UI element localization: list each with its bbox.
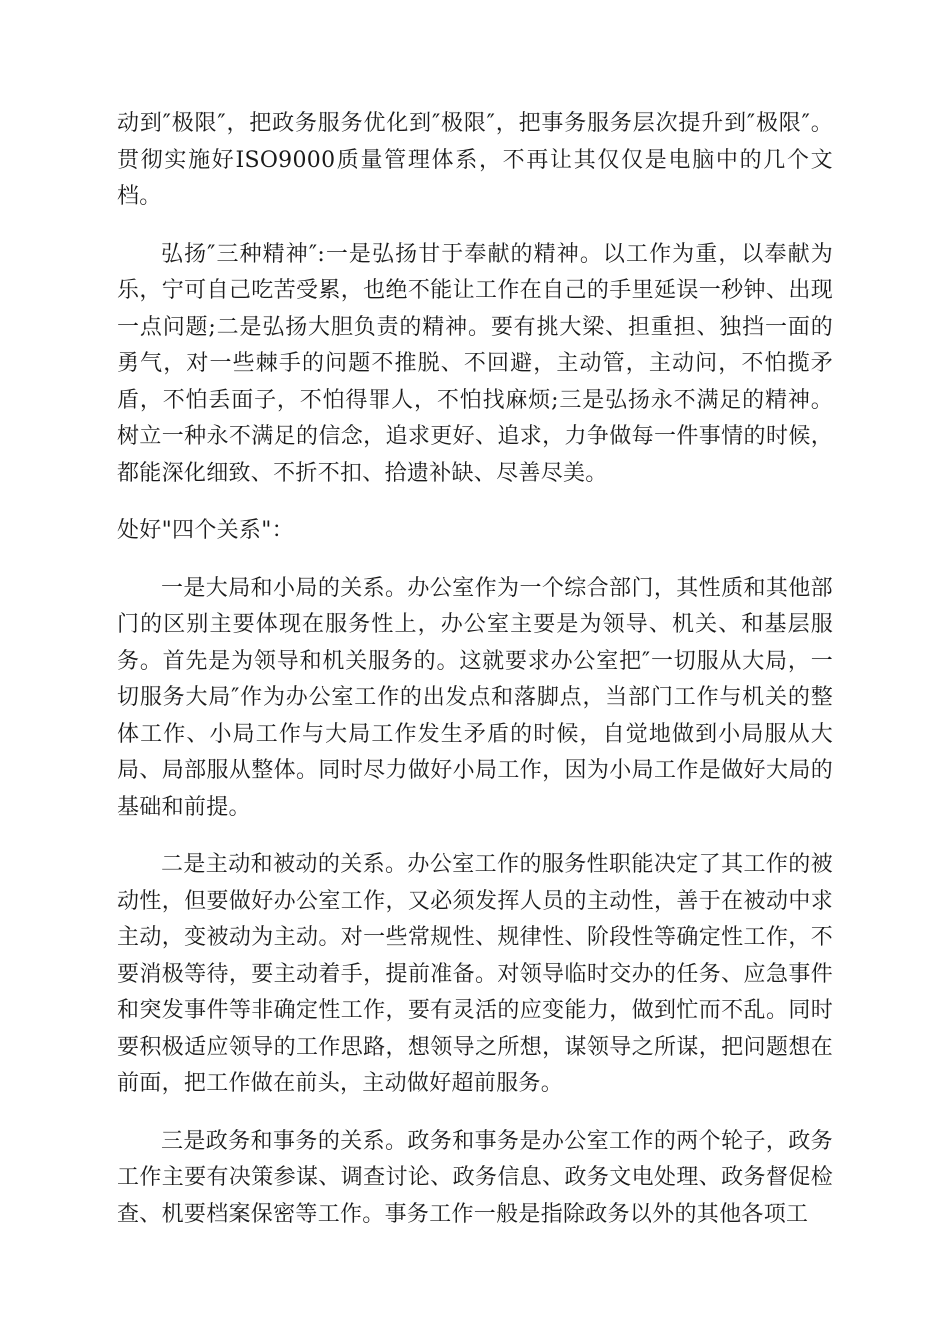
paragraph-continuation: 动到″极限″，把政务服务优化到″极限″，把事务服务层次提升到″极限″。贯彻实施好ISO9000质量管理体系，不再让其仅仅是电脑中的几个文档。 (117, 111, 833, 209)
paragraph-big-and-small-picture: 一是大局和小局的关系。办公室作为一个综合部门，其性质和其他部门的区别主要体现在服务性上，办公室主要是为领导、机关、和基层服务。首先是为领导和机关服务的。这就要求办公室把″一切服从大局，一切服务大局″作为办公室工作的出发点和落脚点，当部门工作与机关的整体工作、小局工作与大局工作发生矛盾的时候，自觉地做到小局服从大局、局部服从整体。同时尽力做好小局工作，因为小局工作是做好大局的基础和前提。 (117, 575, 833, 820)
document-body (117, 106, 833, 1254)
paragraph-active-and-passive: 二是主动和被动的关系。办公室工作的服务性职能决定了其工作的被动性，但要做好办公室工作，又必须发挥人员的主动性，善于在被动中求主动，变被动为主动。对一些常规性、规律性、阶段性等确定性工作，不要消极等待，要主动着手，提前准备。对领导临时交办的任务、应急事件和突发事件等非确定性工作，要有灵活的应变能力，做到忙而不乱。同时要积极适应领导的工作思路，想领导之所想，谋领导之所谋，把问题想在前面，把工作做在前头，主动做好超前服务。 (117, 852, 833, 1096)
section-heading-four-relations: 处好"四个关系"： (117, 518, 294, 543)
paragraph-government-and-affairs: 三是政务和事务的关系。政务和事务是办公室工作的两个轮子，政务工作主要有决策参谋、调查讨论、政务信息、政务文电处理、政务督促检查、机要档案保密等工作。事务工作一般是指除政务以外的其他各项工 (117, 1128, 833, 1227)
paragraph-three-spirits: 弘扬″三种精神″:一是弘扬甘于奉献的精神。以工作为重，以奉献为乐，宁可自己吃苦受累，也绝不能让工作在自己的手里延误一秒钟、出现一点问题;二是弘扬大胆负责的精神。要有挑大梁、担重担、独挡一面的勇气，对一些棘手的问题不推脱、不回避，主动管，主动问，不怕揽矛盾，不怕丢面子，不怕得罪人，不怕找麻烦;三是弘扬永不满足的精神。树立一种永不满足的信念，追求更好、追求，力争做每一件事情的时候，都能深化细致、不折不扣、拾遗补缺、尽善尽美。 (117, 241, 833, 486)
